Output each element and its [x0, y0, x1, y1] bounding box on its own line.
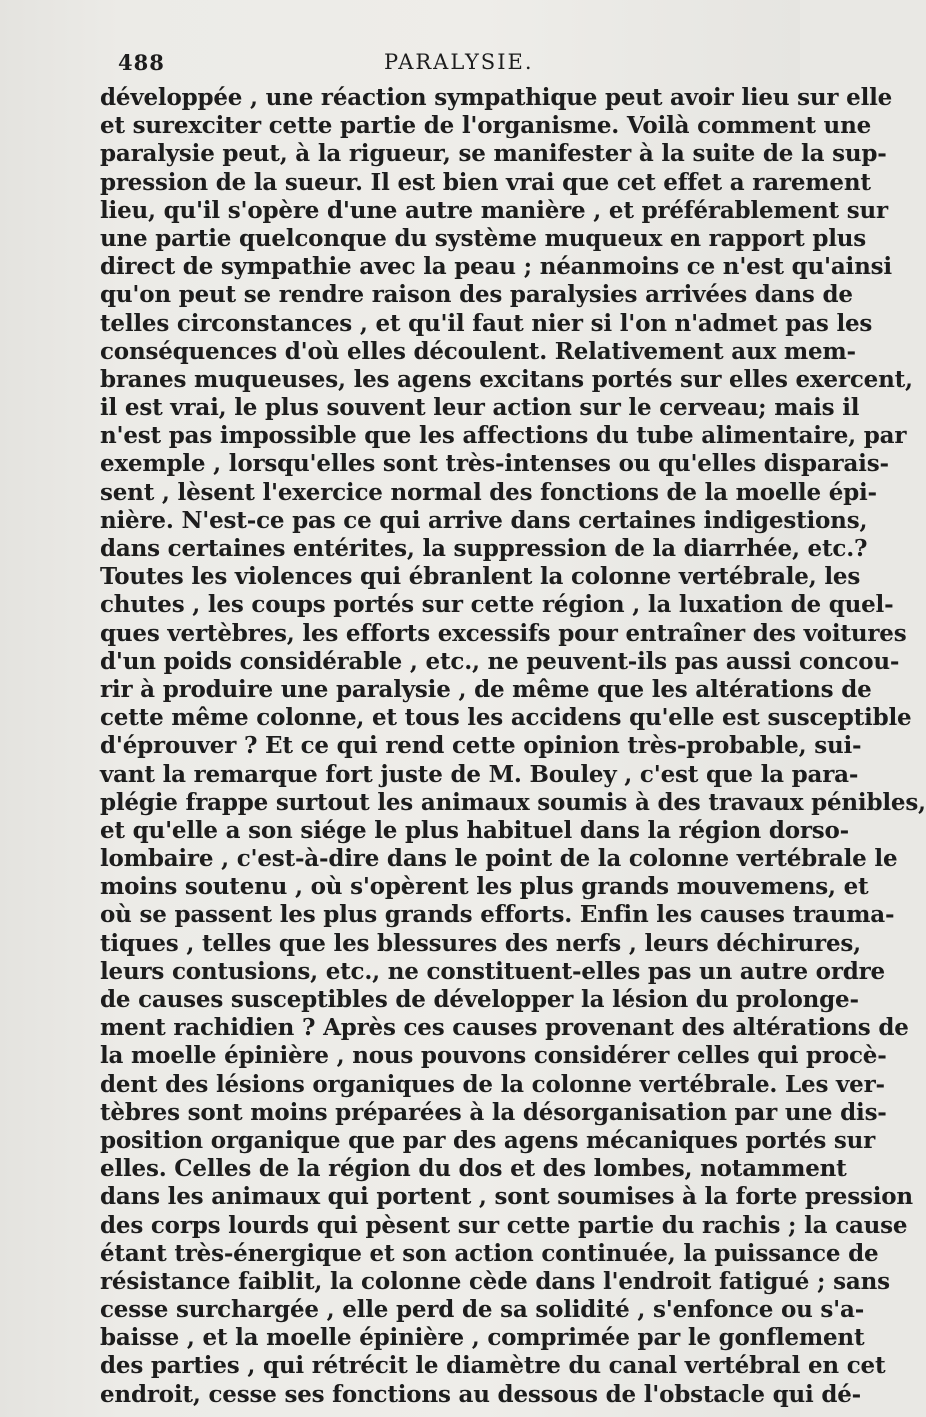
text-line: direct de sympathie avec la peau ; néanmoins ce n'est qu'ainsi — [100, 253, 892, 281]
text-line: rir à produire une paralysie , de même que les altérations de — [100, 675, 872, 703]
text-line: conséquences d'où elles découlent. Relativement aux mem- — [100, 337, 856, 365]
text-line: dans certaines entérites, la suppression de la diarrhée, etc.? — [100, 535, 868, 562]
text-line: lombaire , c'est-à-dire dans le point de la colonne vertébrale le — [100, 845, 898, 873]
running-title: PARALYSIE. — [384, 50, 534, 74]
text-line: Toutes les violences qui ébranlent la colonne vertébrale, les — [100, 563, 861, 591]
text-line: des parties , qui rétrécit le diamètre du canal vertébral en cet — [100, 1352, 886, 1380]
text-line: développée , une réaction sympathique peut avoir lieu sur elle — [100, 84, 893, 111]
text-line: leurs contusions, etc., ne constituent-elles pas un autre ordre — [100, 957, 885, 985]
text-line: chutes , les coups portés sur cette région , la luxation de quel- — [100, 591, 894, 619]
text-line: moins soutenu , où s'opèrent les plus grands mouvemens, et — [100, 873, 869, 901]
text-line: endroit, cesse ses fonctions au dessous de l'obstacle qui dé- — [100, 1380, 861, 1408]
text-line: la moelle épinière , nous pouvons considérer celles qui procè- — [100, 1042, 887, 1070]
text-line: qu'on peut se rendre raison des paralysies arrivées dans de — [100, 281, 853, 309]
text-line: position organique que par des agens mécaniques portés sur — [100, 1126, 876, 1154]
text-line: n'est pas impossible que les affections du tube alimentaire, par — [100, 422, 907, 450]
text-line: d'un poids considérable , etc., ne peuvent-ils pas aussi concou- — [100, 647, 900, 675]
text-line: elles. Celles de la région du dos et des lombes, notamment — [100, 1155, 847, 1183]
text-line: cette même colonne, et tous les accidens qu'elle est susceptible — [100, 704, 912, 732]
text-line: une partie quelconque du système muqueux en rapport plus — [100, 224, 867, 252]
text-line: étant très-énergique et son action continuée, la puissance de — [100, 1239, 879, 1267]
text-line: exemple , lorsqu'elles sont très-intenses ou qu'elles disparais- — [100, 450, 889, 478]
text-line: baisse , et la moelle épinière , comprimée par le gonflement — [100, 1324, 865, 1352]
page-header — [118, 50, 738, 82]
text-line: plégie frappe surtout les animaux soumis à des travaux pénibles, — [100, 788, 926, 816]
text-line: résistance faiblit, la colonne cède dans l'endroit fatigué ; sans — [100, 1267, 890, 1295]
text-line: et qu'elle a son siége le plus habituel dans la région dorso- — [100, 816, 850, 844]
text-line: vant la remarque fort juste de M. Bouley , c'est que la para- — [100, 760, 859, 788]
text-line: ment rachidien ? Après ces causes provenant des altérations de — [100, 1014, 909, 1042]
text-line: nière. N'est-ce pas ce qui arrive dans certaines indigestions, — [100, 506, 868, 534]
text-line: telles circonstances , et qu'il faut nier si l'on n'admet pas les — [100, 309, 873, 337]
text-line: dans les animaux qui portent , sont soumises à la forte pression — [100, 1183, 913, 1211]
text-line: cesse surchargée , elle perd de sa solidité , s'enfonce ou s'a- — [100, 1296, 865, 1324]
text-line: pression de la sueur. Il est bien vrai que cet effet a rarement — [100, 168, 871, 196]
text-line: de causes susceptibles de développer la lésion du prolonge- — [100, 986, 859, 1013]
text-line: tèbres sont moins préparées à la désorganisation par une dis- — [100, 1098, 887, 1126]
body-text — [100, 84, 926, 1409]
text-line: lieu, qu'il s'opère d'une autre manière , et préférablement sur — [100, 196, 888, 224]
text-line: et surexciter cette partie de l'organisme. Voilà comment une — [100, 112, 872, 140]
text-line: où se passent les plus grands efforts. Enfin les causes trauma- — [100, 901, 895, 929]
text-line: dent des lésions organiques de la colonne vertébrale. Les ver- — [100, 1070, 885, 1098]
text-line: paralysie peut, à la rigueur, se manifester à la suite de la sup- — [100, 140, 887, 168]
text-line: tiques , telles que les blessures des nerfs , leurs déchirures, — [100, 929, 861, 957]
text-line: d'éprouver ? Et ce qui rend cette opinion très-probable, sui- — [100, 732, 862, 760]
text-line: des corps lourds qui pèsent sur cette partie du rachis ; la cause — [100, 1211, 908, 1239]
text-line: ques vertèbres, les efforts excessifs pour entraîner des voitures — [100, 619, 907, 647]
text-line: il est vrai, le plus souvent leur action sur le cerveau; mais il — [100, 394, 860, 422]
page-number: 488 — [118, 50, 165, 75]
text-line: sent , lèsent l'exercice normal des fonctions de la moelle épi- — [100, 478, 877, 506]
text-line: branes muqueuses, les agens excitans portés sur elles exercent, — [100, 365, 913, 393]
